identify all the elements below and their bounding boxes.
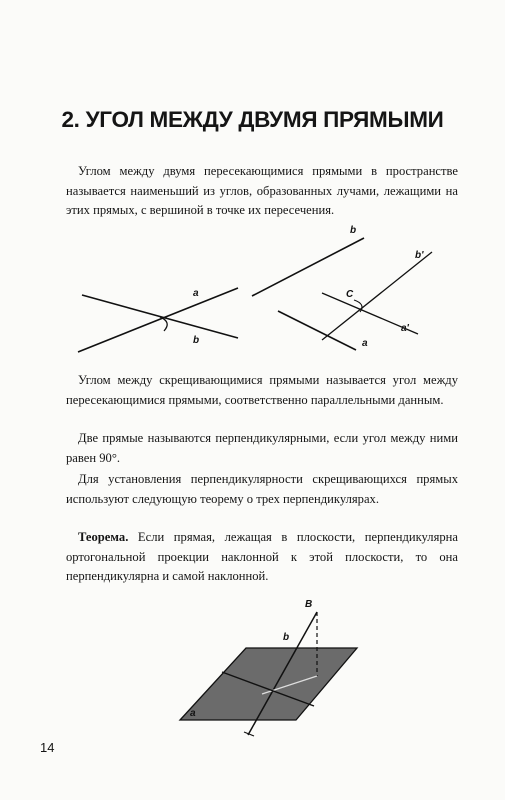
- line-b: [82, 295, 238, 338]
- label-b: b: [350, 225, 357, 236]
- label-a: a: [190, 708, 196, 719]
- label-b-prime: b': [415, 250, 424, 261]
- line-a: [278, 311, 356, 350]
- theorem-term: Теорема.: [78, 530, 129, 544]
- theorem-paragraph: [66, 528, 458, 587]
- figure-three-perpendiculars: [180, 599, 357, 736]
- definition-intersecting-lines: Углом между двумя пересекающимися прямыми в пространстве называется наименьший из углов, образованных лучами, лежащими на этих прямых, с вершиной в точке их пересечения.: [66, 164, 458, 217]
- line-b: [252, 238, 364, 296]
- label-b: b: [193, 335, 200, 346]
- label-b: b: [283, 632, 290, 643]
- angle-arc: [354, 300, 362, 312]
- intro-three-perpendiculars: Для установления перпендикулярности скрещивающихся прямых используют следующую теорему о трех перпендикулярах.: [66, 472, 458, 506]
- page-number: 14: [40, 740, 55, 755]
- line-a: [78, 288, 238, 352]
- figure-intersecting-lines: [78, 288, 238, 352]
- label-B: B: [305, 599, 313, 610]
- line-b-prime: [322, 252, 432, 340]
- label-a: a: [362, 338, 368, 349]
- theorem-text: Если прямая, лежащая в плоскости, перпендикулярна ортогональной проекции наклонной к этой плоскости, то она перпендикулярна и самой наклонной.: [66, 530, 458, 583]
- definition-skew-lines-angle: Углом между скрещивающимися прямыми называется угол между пересекающимися прямыми, соответственно параллельными данным.: [66, 373, 458, 407]
- definition-perpendicular: Две прямые называются перпендикулярными, если угол между ними равен 90°.: [66, 431, 458, 465]
- section-title: 2. УГОЛ МЕЖДУ ДВУМЯ ПРЯМЫМИ: [61, 107, 444, 132]
- label-a-prime: a': [401, 323, 409, 334]
- label-a: a: [193, 288, 199, 299]
- label-c: C: [346, 289, 354, 300]
- figure-skew-lines: [252, 225, 432, 350]
- plane: [180, 648, 357, 720]
